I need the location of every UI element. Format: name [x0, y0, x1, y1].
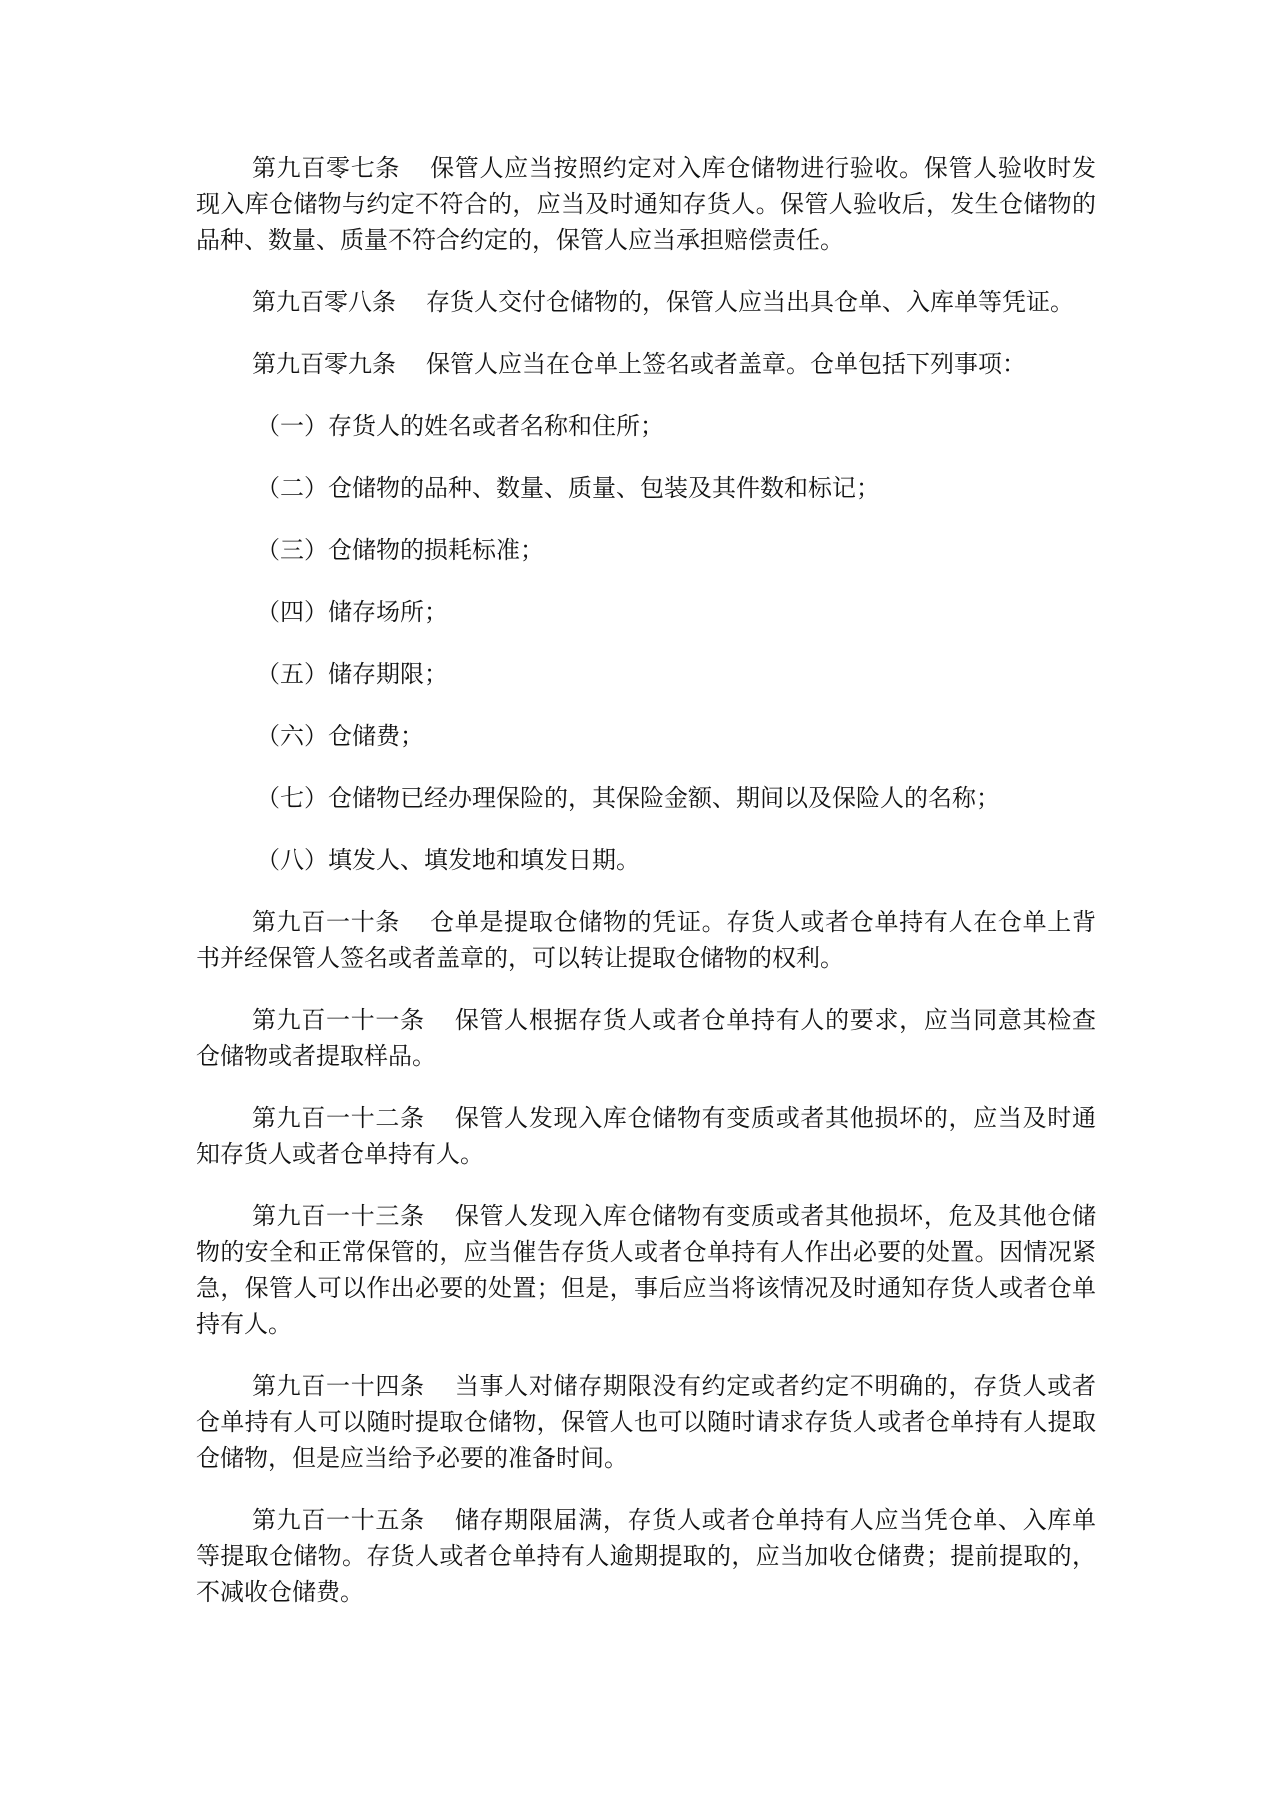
article-text: 保管人应当按照约定对入库仓储物进行验收。保管人验收时发现入库仓储物与约定不符合的，应当及时通知存货人。保管人验收后，发生仓储物的品种、数量、质量不符合约定的，保管人应当承担赔偿责任。 — [196, 154, 1096, 254]
article-910 — [196, 904, 1096, 976]
article-909 — [196, 346, 1096, 382]
list-item: （七）仓储物已经办理保险的，其保险金额、期间以及保险人的名称； — [256, 784, 1000, 812]
article-text: 保管人发现入库仓储物有变质或者其他损坏，危及其他仓储物的安全和正常保管的，应当催告存货人或者仓单持有人作出必要的处置。因情况紧急，保管人可以作出必要的处置；但是，事后应当将该情况及时通知存货人或者仓单持有人。 — [196, 1202, 1096, 1338]
article-number: 第九百零八条 — [252, 288, 396, 316]
article-text: 当事人对储存期限没有约定或者约定不明确的，存货人或者仓单持有人可以随时提取仓储物，保管人也可以随时请求存货人或者仓单持有人提取仓储物，但是应当给予必要的准备时间。 — [196, 1372, 1096, 1472]
list-item: （八）填发人、填发地和填发日期。 — [256, 846, 640, 874]
article-number: 第九百一十条 — [252, 908, 401, 936]
article-915 — [196, 1502, 1096, 1610]
article-text: 储存期限届满，存货人或者仓单持有人应当凭仓单、入库单等提取仓储物。存货人或者仓单持有人逾期提取的，应当加收仓储费；提前提取的，不减收仓储费。 — [196, 1506, 1096, 1606]
article-number: 第九百一十三条 — [252, 1202, 425, 1230]
article-text: 仓单是提取仓储物的凭证。存货人或者仓单持有人在仓单上背书并经保管人签名或者盖章的，可以转让提取仓储物的权利。 — [196, 908, 1096, 972]
article-912 — [196, 1100, 1096, 1172]
list-item: （二）仓储物的品种、数量、质量、包装及其件数和标记； — [256, 474, 880, 502]
list-item: （一）存货人的姓名或者名称和住所； — [256, 412, 664, 440]
article-913 — [196, 1198, 1096, 1342]
list-item: （三）仓储物的损耗标准； — [256, 536, 544, 564]
article-number: 第九百一十一条 — [252, 1006, 425, 1034]
article-number: 第九百零九条 — [252, 350, 396, 378]
article-number: 第九百一十四条 — [252, 1372, 425, 1400]
list-item: （六）仓储费； — [256, 722, 424, 750]
document-body — [196, 150, 1096, 1636]
article-text: 保管人应当在仓单上签名或者盖章。仓单包括下列事项： — [426, 350, 1026, 378]
article-text: 存货人交付仓储物的，保管人应当出具仓单、入库单等凭证。 — [426, 288, 1074, 316]
article-914 — [196, 1368, 1096, 1476]
article-number: 第九百零七条 — [252, 154, 401, 182]
article-907 — [196, 150, 1096, 258]
article-908 — [196, 284, 1096, 320]
article-number: 第九百一十二条 — [252, 1104, 425, 1132]
list-item: （五）储存期限； — [256, 660, 448, 688]
article-text: 保管人发现入库仓储物有变质或者其他损坏的，应当及时通知存货人或者仓单持有人。 — [196, 1104, 1096, 1168]
article-911 — [196, 1002, 1096, 1074]
list-item: （四）储存场所； — [256, 598, 448, 626]
article-text: 保管人根据存货人或者仓单持有人的要求，应当同意其检查仓储物或者提取样品。 — [196, 1006, 1096, 1070]
article-number: 第九百一十五条 — [252, 1506, 425, 1534]
